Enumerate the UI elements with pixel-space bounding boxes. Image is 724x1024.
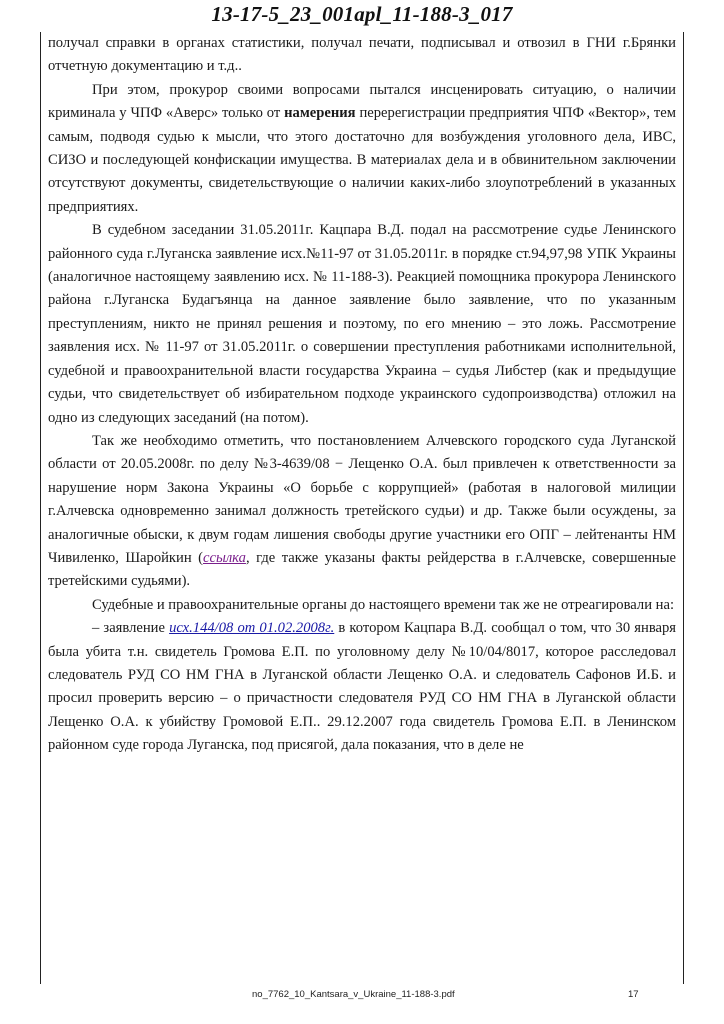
emphasized-text: намерения xyxy=(284,105,356,122)
paragraph xyxy=(48,617,676,757)
paragraph xyxy=(48,430,676,594)
paragraph xyxy=(48,219,676,430)
text-run: – заявление xyxy=(92,620,170,637)
paragraph xyxy=(48,32,676,79)
text-run: Так же необходимо отметить, что постановлением Алчевского городского суда Луганской области от 20.05.2008г. по делу №3-4639/08 − Лещенко О.А. был привлечен к ответственности за нарушение норм Закона Украины «О борьбе с коррупцией» (работая в налоговой милиции г.Алчевска одновременно занимал должность третейского судьи) и др. Также были осуждены, за аналогичные обыски, к двум годам лишения свободы другие участники его ОПГ – лейтенанты НМ Чивиленко, Шаройкин ( xyxy=(48,432,676,566)
text-run: , где также указаны факты рейдерства в г.Алчевске, совершенные третейскими судьями). xyxy=(48,549,676,590)
text-run: получал справки в органах статистики, получал печати, подписывал и отвозил в ГНИ г.Брянки отчетную документацию и т.д.. xyxy=(48,35,676,75)
reference-link[interactable]: ссылка xyxy=(202,549,246,566)
paragraph xyxy=(48,594,676,617)
paragraph xyxy=(48,79,676,219)
text-run: В судебном заседании 31.05.2011г. Кацпара В.Д. подал на рассмотрение судье Ленинского районного суда г.Луганска заявление исх.№11-97 от 31.05.2011г. в порядке ст.94,97,98 УПК Украины (аналогичное настоящему заявлению исх. № 11-188-3). Реакцией помощника прокурора Ленинского района г.Луганска Будагъянца на данное заявление было заявление, что по указанным преступлениям, никто не принял решения и поэтому, по его мнению – это ложь. Рассмотрение заявления исх. № 11-97 от 31.05.2011г. о совершении преступления работниками исполнительной, судебной и правоохранительной власти государства Украина – судья Либстер (как и предыдущие судьи, что свидетельствует об избирательном подходе украинского судопроизводства) отложил на одно из следующих заседаний (на потом). xyxy=(48,222,676,426)
text-run: Судебные и правоохранительные органы до настоящего времени так же не отреагировали на: xyxy=(92,596,674,613)
text-run: перерегистрации предприятия ЧПФ «Вектор», тем самым, подводя судью к мысли, что этого достаточно для возбуждения уголовного дела, ИВС, СИЗО и последующей конфискации имущества. В материалах дела и в обвинительном заключении отсутствуют документы, свидетельствующие о наличии каких-либо злоупотреблений в указанных предприятиях. xyxy=(48,105,676,215)
document-header-title: 13-17-5_23_001apl_11-188-3_017 xyxy=(211,2,513,26)
document-link[interactable]: исх.144/08 от 01.02.2008г. xyxy=(169,620,335,637)
text-run: в котором Кацпара В.Д. сообщал о том, что 30 января была убита т.н. свидетель Громова Е.П. по уголовному делу №10/04/8017, которое расследовал следователь РУД СО НМ ГНА в Луганской области Лещенко О.А. и следователь Сафонов И.Б. и просил проверить версию – о причастности следователя РУД СО НМ ГНА в Луганской области Лещенко О.А. к убийству Громовой Е.П.. 29.12.2007 года свидетель Громова Е.П. в Ленинском районном суде города Луганска, под присягой, дала показания, что в деле не xyxy=(48,620,676,754)
page-number: 17 xyxy=(628,989,639,1000)
document-body xyxy=(48,32,676,758)
footer-filename: no_7762_10_Kantsara_v_Ukraine_11-188-3.pdf xyxy=(252,989,455,1000)
text-run: При этом, прокурор своими вопросами пытался инсценировать ситуацию, о наличии криминала у ЧПФ «Аверс» только от xyxy=(48,81,676,122)
